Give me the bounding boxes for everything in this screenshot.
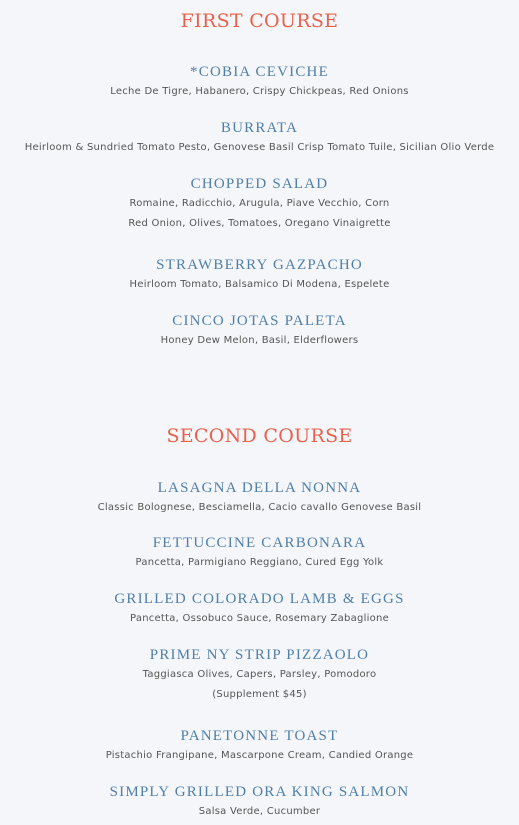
dish-name: LASAGNA DELLA NONNA <box>157 480 362 496</box>
dish-name: CINCO JOTAS PALETA <box>172 313 347 329</box>
dish-description: Leche De Tigre, Habanero, Crispy Chickpeas, Red Onions <box>110 86 409 97</box>
dish-description: Honey Dew Melon, Basil, Elderflowers <box>160 335 359 346</box>
dish-description: Taggiasca Olives, Capers, Parsley, Pomodoro <box>142 669 377 680</box>
menu-item-burrata <box>0 119 519 158</box>
dish-name: GRILLED COLORADO LAMB & EGGS <box>114 591 405 607</box>
menu-item-chopped-salad <box>0 175 519 234</box>
dish-name: STRAWBERRY GAZPACHO <box>156 257 363 273</box>
dish-name: SIMPLY GRILLED ORA KING SALMON <box>109 784 410 800</box>
menu-item-ora-king-salmon <box>0 783 519 822</box>
dish-name: BURRATA <box>220 120 299 136</box>
menu-item-strawberry-gazpacho <box>0 256 519 295</box>
dish-description: Pancetta, Parmigiano Reggiano, Cured Egg Yolk <box>135 557 384 568</box>
dish-description: Pistachio Frangipane, Mascarpone Cream, Candied Orange <box>105 750 414 761</box>
dish-supplement: (Supplement $45) <box>212 689 307 700</box>
dish-description: Romaine, Radicchio, Arugula, Piave Vecchio, Corn <box>129 198 390 209</box>
menu-item-cinco-jotas-paleta <box>0 312 519 351</box>
dish-description: Red Onion, Olives, Tomatoes, Oregano Vinaigrette <box>128 218 391 229</box>
menu-item-grilled-colorado-lamb <box>0 590 519 629</box>
dish-name: PRIME NY STRIP PIZZAOLO <box>149 647 370 663</box>
dish-name: CHOPPED SALAD <box>190 176 329 192</box>
menu-item-cobia-ceviche <box>0 63 519 102</box>
course-title-first: FIRST COURSE <box>180 10 339 32</box>
dish-name: FETTUCCINE CARBONARA <box>152 535 367 551</box>
dish-name: PANETONNE TOAST <box>180 728 339 744</box>
menu-item-prime-ny-strip <box>0 646 519 705</box>
dish-description: Heirloom Tomato, Balsamico Di Modena, Espelete <box>129 279 390 290</box>
menu-item-lasagna-della-nonna <box>0 479 519 518</box>
menu-item-fettuccine-carbonara <box>0 534 519 573</box>
menu-item-panetonne-toast <box>0 727 519 766</box>
dish-description: Classic Bolognese, Besciamella, Cacio cavallo Genovese Basil <box>97 502 422 513</box>
dish-description: Heirloom & Sundried Tomato Pesto, Genovese Basil Crisp Tomato Tuile, Sicilian Olio Verde <box>24 142 495 153</box>
dish-name: *COBIA CEVICHE <box>190 64 329 80</box>
course-title-second: SECOND COURSE <box>166 425 353 447</box>
dish-description: Pancetta, Ossobuco Sauce, Rosemary Zabaglione <box>129 613 389 624</box>
dish-description: Salsa Verde, Cucumber <box>198 806 321 817</box>
